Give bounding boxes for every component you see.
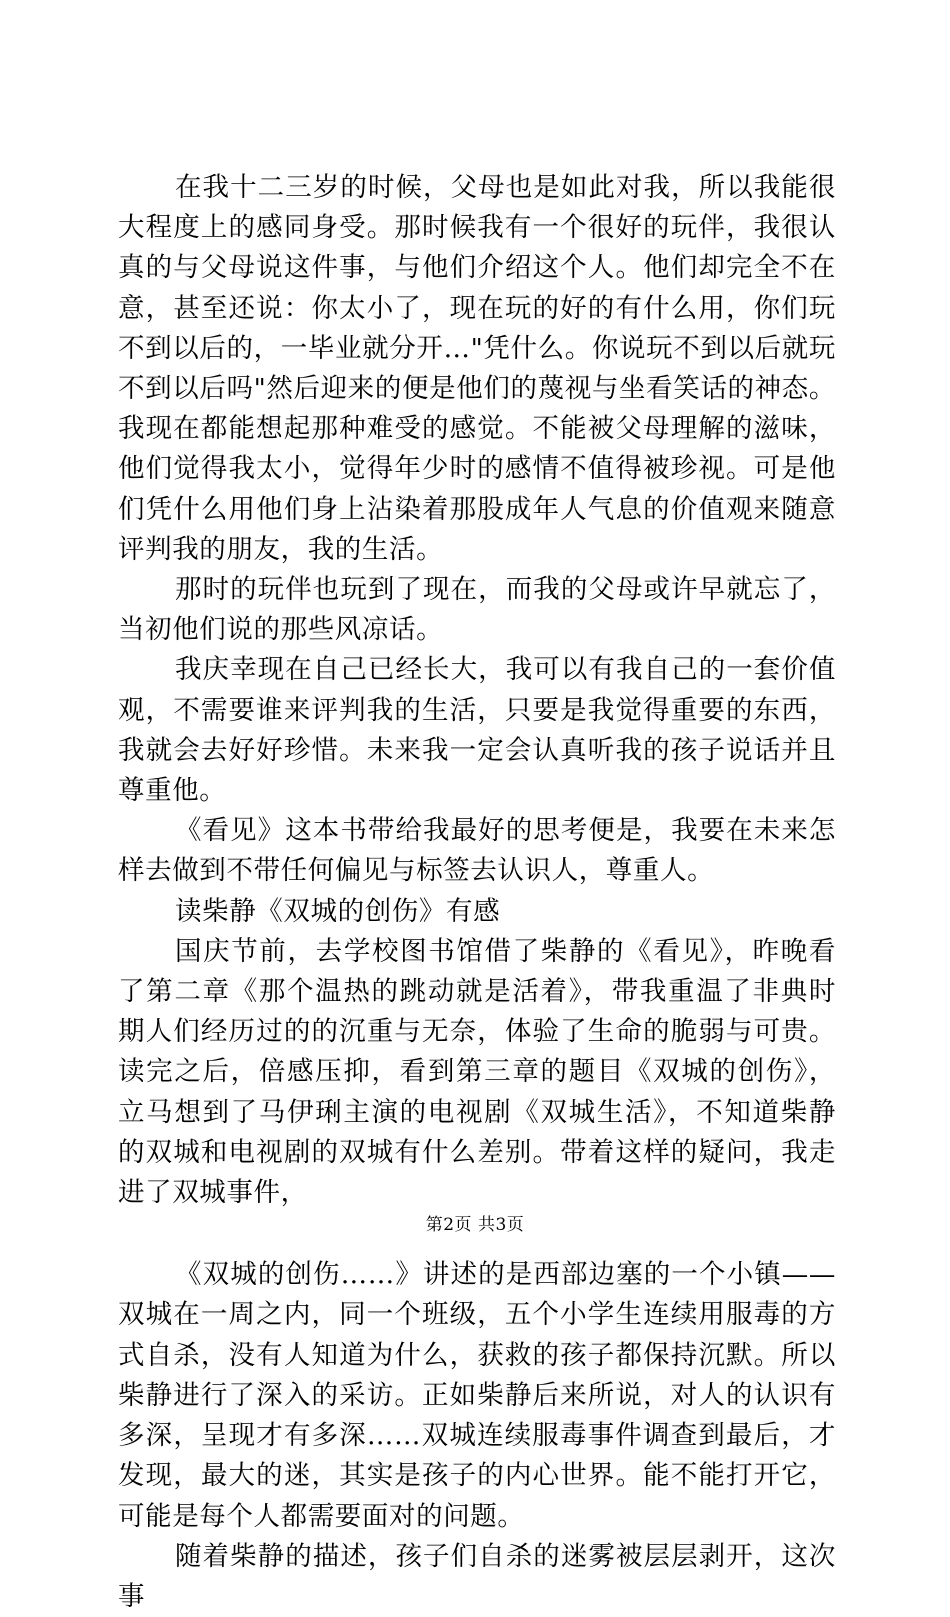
paragraph: 我庆幸现在自己已经长大，我可以有我自己的一套价值观，不需要谁来评判我的生活，只要是我觉得重要的东西，我就会去好好珍惜。未来我一定会认真听我的孩子说话并且尊重他。 — [118, 654, 836, 807]
page-number-footer: 第2页 共3页 — [425, 1215, 525, 1235]
paragraph: 那时的玩伴也玩到了现在，而我的父母或许早就忘了，当初他们说的那些风凉话。 — [118, 574, 836, 646]
document-body — [118, 168, 836, 1617]
paragraph: 《看见》这本书带给我最好的思考便是，我要在未来怎样去做到不带任何偏见与标签去认识人，尊重人。 — [118, 815, 836, 887]
paragraph: 《双城的创伤……》讲述的是西部边塞的一个小镇——双城在一周之内，同一个班级，五个小学生连续用服毒的方式自杀，没有人知道为什么，获救的孩子都保持沉默。所以柴静进行了深入的采访。正如柴静后来所说，对人的认识有多深，呈现才有多深……双城连续服毒事件调查到最后，才发现，最大的迷，其实是孩子的内心世界。能不能打开它，可能是每个人都需要面对的问题。 — [118, 1259, 836, 1532]
section-title: 读柴静《双城的创伤》有感 — [175, 895, 501, 927]
paragraph: 国庆节前，去学校图书馆借了柴静的《看见》，昨晚看了第二章《那个温热的跳动就是活着》，带我重温了非典时期人们经历过的的沉重与无奈，体验了生命的脆弱与可贵。读完之后，倍感压抑，看到第三章的题目《双城的创伤》，立马想到了马伊琍主演的电视剧《双城生活》，不知道柴静的双城和电视剧的双城有什么差别。带着这样的疑问，我走进了双城事件， — [118, 935, 836, 1209]
paragraph: 在我十二三岁的时候，父母也是如此对我，所以我能很大程度上的感同身受。那时候我有一个很好的玩伴，我很认真的与父母说这件事，与他们介绍这个人。他们却完全不在意，甚至还说：你太小了，现在玩的好的有什么用，你们玩不到以后的，一毕业就分开…"凭什么。你说玩不到以后就玩不到以后吗"然后迎来的便是他们的蔑视与坐看笑话的神态。我现在都能想起那种难受的感觉。不能被父母理解的滋味，他们觉得我太小，觉得年少时的感情不值得被珍视。可是他们凭什么用他们身上沾染着那股成年人气息的价值观来随意评判我的朋友，我的生活。 — [118, 172, 836, 565]
paragraph: 随着柴静的描述，孩子们自杀的迷雾被层层剥开，这次事 — [118, 1540, 836, 1612]
